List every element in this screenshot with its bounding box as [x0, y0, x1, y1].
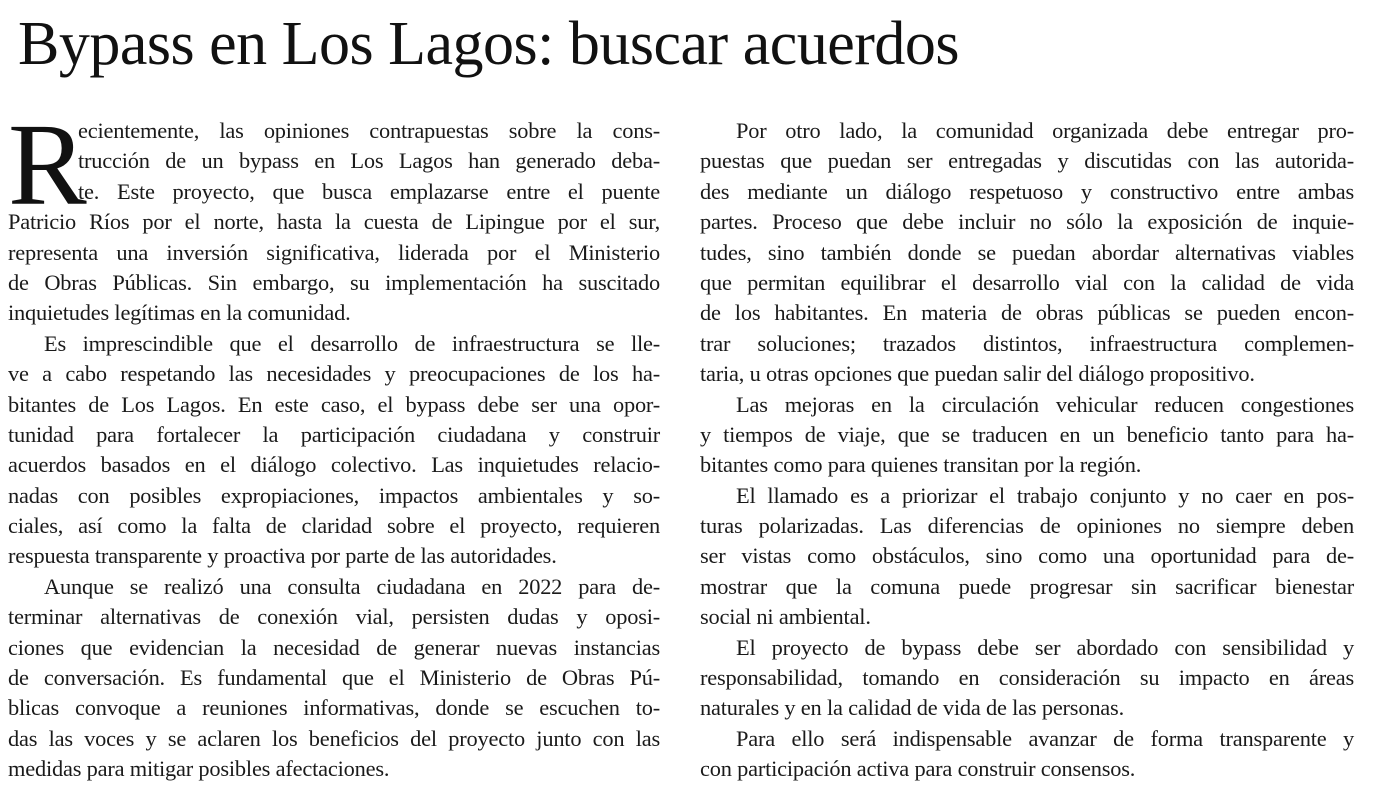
text-line: Las mejoras en la circulación vehicular reducen congestiones [736, 391, 1354, 417]
text-line: responsabilidad, tomando en consideración su impacto en áreas [700, 665, 1354, 691]
text-line: trucción de un bypass en Los Lagos han generado deba- [78, 148, 660, 174]
drop-cap: R [8, 99, 87, 230]
text-line: turas polarizadas. Las diferencias de opiniones no siempre deben [700, 513, 1354, 539]
text-line: de los habitantes. En materia de obras públicas se pueden encon- [700, 300, 1354, 326]
text-line: ser vistas como obstáculos, sino como una oportunidad para de- [700, 543, 1354, 569]
text-line: acuerdos basados en el diálogo colectivo. Las inquietudes relacio- [8, 452, 660, 478]
text-line: tudes, sino también donde se puedan abordar alternativas viables [700, 239, 1354, 265]
text-line: respuesta transparente y proactiva por parte de las autoridades. [8, 543, 557, 569]
paragraph [700, 481, 1354, 633]
headline: Bypass en Los Lagos: buscar acuerdos [18, 10, 960, 78]
text-line: partes. Proceso que debe incluir no sólo la exposición de inquie- [700, 209, 1354, 235]
paragraph [700, 724, 1354, 785]
paragraph [700, 116, 1354, 390]
text-line: bitantes como para quienes transitan por la región. [700, 452, 1142, 478]
text-line: ecientemente, las opiniones contrapuestas sobre la cons- [78, 118, 660, 143]
text-line: naturales y en la calidad de vida de las personas. [700, 695, 1124, 721]
text-line: El llamado es a priorizar el trabajo conjunto y no caer en pos- [736, 482, 1354, 508]
text-line: Patricio Ríos por el norte, hasta la cuesta de Lipingue por el sur, [8, 209, 660, 235]
text-line: Es imprescindible que el desarrollo de infraestructura se lle- [44, 330, 660, 356]
text-line: puestas que puedan ser entregadas y discutidas con las autorida- [700, 148, 1354, 174]
left-column [8, 99, 660, 785]
text-line: de Obras Públicas. Sin embargo, su implementación ha suscitado [8, 269, 660, 295]
text-line: medidas para mitigar posibles afectaciones. [8, 756, 390, 782]
paragraph [700, 390, 1354, 481]
text-line: ciales, así como la falta de claridad sobre el proyecto, requieren [8, 513, 660, 539]
text-line: bitantes de Los Lagos. En este caso, el bypass debe ser una opor- [8, 391, 660, 417]
text-line: con participación activa para construir consensos. [700, 756, 1136, 782]
paragraph [700, 633, 1354, 724]
text-line: ciones que evidencian la necesidad de generar nuevas instancias [8, 634, 660, 660]
text-line: Por otro lado, la comunidad organizada debe entregar pro- [736, 118, 1354, 143]
text-line: social ni ambiental. [700, 604, 871, 630]
text-line: te. Este proyecto, que busca emplazarse entre el puente [78, 178, 660, 204]
text-line: ve a cabo respetando las necesidades y preocupaciones de los ha- [8, 361, 660, 387]
text-line: de conversación. Es fundamental que el Ministerio de Obras Pú- [8, 665, 660, 691]
paragraph [8, 572, 660, 785]
text-line: trar soluciones; trazados distintos, infraestructura complemen- [700, 330, 1354, 356]
text-line: El proyecto de bypass debe ser abordado con sensibilidad y [736, 634, 1354, 660]
text-line: mostrar que la comuna puede progresar sin sacrificar bienestar [700, 573, 1354, 599]
text-line: inquietudes legítimas en la comunidad. [8, 300, 351, 326]
right-column [700, 116, 1354, 785]
text-line: das las voces y se aclaren los beneficios del proyecto junto con las [8, 725, 660, 751]
text-line: taria, u otras opciones que puedan salir del diálogo propositivo. [700, 361, 1255, 387]
text-line: Aunque se realizó una consulta ciudadana en 2022 para de- [44, 573, 660, 599]
text-line: blicas convoque a reuniones informativas, donde se escuchen to- [8, 695, 660, 721]
text-line: representa una inversión significativa, liderada por el Ministerio [8, 239, 660, 265]
text-line: Para ello será indispensable avanzar de forma transparente y [736, 725, 1354, 751]
text-line: que permitan equilibrar el desarrollo vial con la calidad de vida [700, 269, 1354, 295]
text-line: des mediante un diálogo respetuoso y constructivo entre ambas [700, 178, 1354, 204]
text-line: tunidad para fortalecer la participación ciudadana y construir [8, 421, 660, 447]
text-line: y tiempos de viaje, que se traducen en un beneficio tanto para ha- [700, 421, 1354, 447]
text-line: nadas con posibles expropiaciones, impactos ambientales y so- [8, 482, 660, 508]
paragraph [8, 329, 660, 572]
text-line: terminar alternativas de conexión vial, persisten dudas y oposi- [8, 604, 660, 630]
paragraph [8, 99, 660, 329]
